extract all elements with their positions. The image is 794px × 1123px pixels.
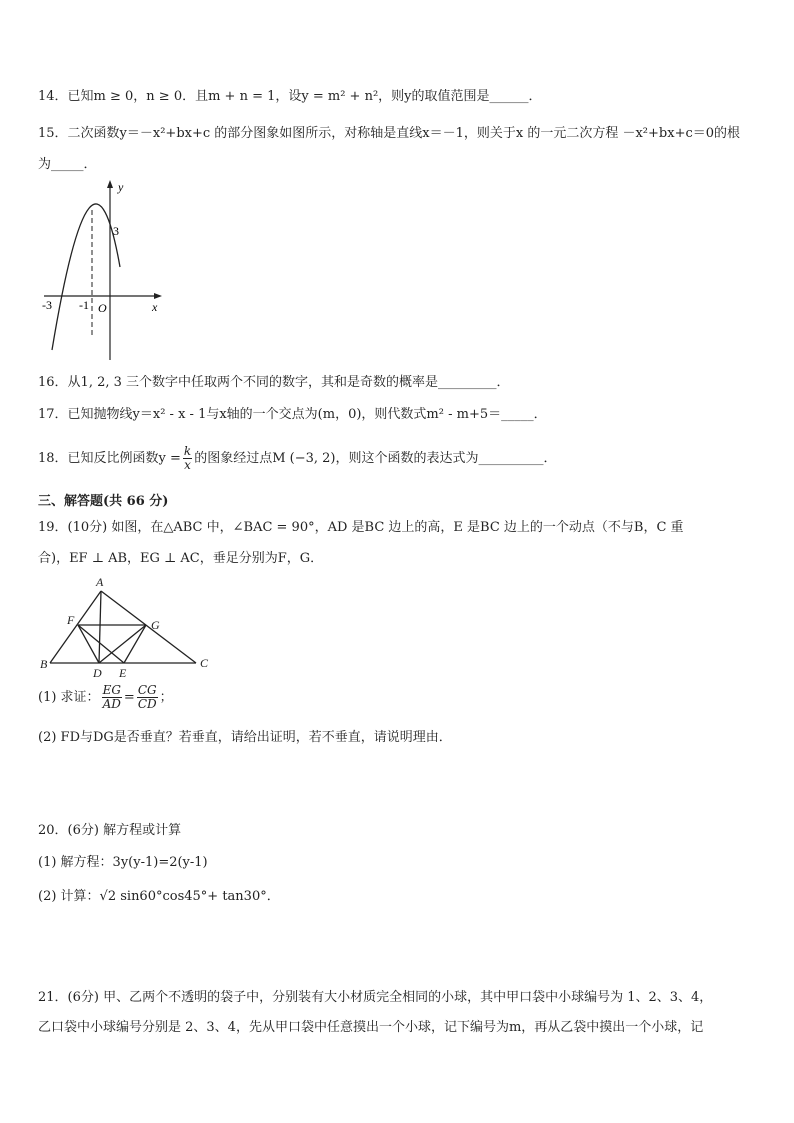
label-3: 3	[113, 224, 119, 238]
point-E: E	[119, 666, 127, 680]
triangle-figure	[38, 574, 214, 680]
q18-post: 的图象经过点M (−3, 2)，则这个函数的表达式为__________．	[194, 451, 557, 466]
y-label: y	[118, 180, 124, 194]
x-label: x	[152, 300, 158, 314]
question-20-part2: (2) 计算：√2 sin60°cos45°+ tan30°．	[38, 889, 280, 904]
question-19-part1: (1) 求证： $\frac{EG}{AD}$ = $\frac{CG}{CD}$ ；	[38, 683, 173, 711]
q18-pre: 18．已知反比例函数y =	[38, 451, 181, 466]
question-15-line2: 为_____．	[38, 157, 97, 172]
question-14: 14．已知m ≥ 0，n ≥ 0．且m + n = 1，设y = m² + n²，则y的取值范围是______．	[38, 89, 542, 104]
label-minus3: -3	[42, 298, 52, 312]
point-G: G	[151, 618, 160, 632]
question-19-part2: (2) FD与DG是否垂直？若垂直，请给出证明，若不垂直，请说明理由．	[38, 730, 452, 745]
point-D: D	[93, 666, 102, 680]
section-3-heading: 三、解答题(共 66 分)	[38, 494, 169, 509]
question-15-line1: 15．二次函数y＝－x²+bx+c 的部分图象如图所示，对称轴是直线x＝－1，则关于x 的一元二次方程 －x²+bx+c＝0的根	[38, 126, 741, 141]
question-19-line2: 合)，EF ⊥ AB，EG ⊥ AC，垂足分别为F，G．	[38, 551, 324, 566]
question-17: 17．已知抛物线y＝x² - x - 1与x轴的一个交点为(m，0)，则代数式m² - m+5＝_____．	[38, 407, 547, 422]
question-21-line2: 乙口袋中小球编号分别是 2、3、4，先从甲口袋中任意摸出一个小球，记下编号为m，再从乙袋中摸出一个小球，记	[38, 1020, 704, 1035]
point-A: A	[96, 575, 104, 589]
point-F: F	[67, 613, 75, 627]
question-20-part1: (1) 解方程：3y(y-1)=2(y-1)	[38, 855, 208, 870]
fraction-eg-ad: $\frac{EG}{AD}$	[102, 683, 121, 711]
question-18	[38, 444, 557, 474]
point-B: B	[40, 657, 48, 671]
label-minus1: -1	[79, 298, 89, 312]
label-origin: O	[98, 301, 107, 315]
y-axis-arrow	[107, 180, 113, 188]
k-over-x-fraction: $\frac{k}{x}$	[183, 444, 192, 472]
question-16: 16．从1, 2, 3 三个数字中任取两个不同的数字，其和是奇数的概率是_________．	[38, 375, 510, 390]
question-21-line1: 21．(6分) 甲、乙两个不透明的袋子中，分别装有大小材质完全相同的小球，其中甲口袋中小球编号为 1、2、3、4，	[38, 990, 713, 1005]
x-axis-arrow	[154, 293, 162, 299]
question-19-line1: 19．(10分) 如图，在△ABC 中，∠BAC = 90°，AD 是BC 边上的高，E 是BC 边上的一个动点（不与B，C 重	[38, 520, 684, 535]
point-C: C	[200, 656, 209, 670]
fraction-cg-cd: $\frac{CG}{CD}$	[137, 683, 157, 711]
parabola-graph	[38, 178, 168, 364]
question-20: 20．(6分) 解方程或计算	[38, 823, 182, 838]
